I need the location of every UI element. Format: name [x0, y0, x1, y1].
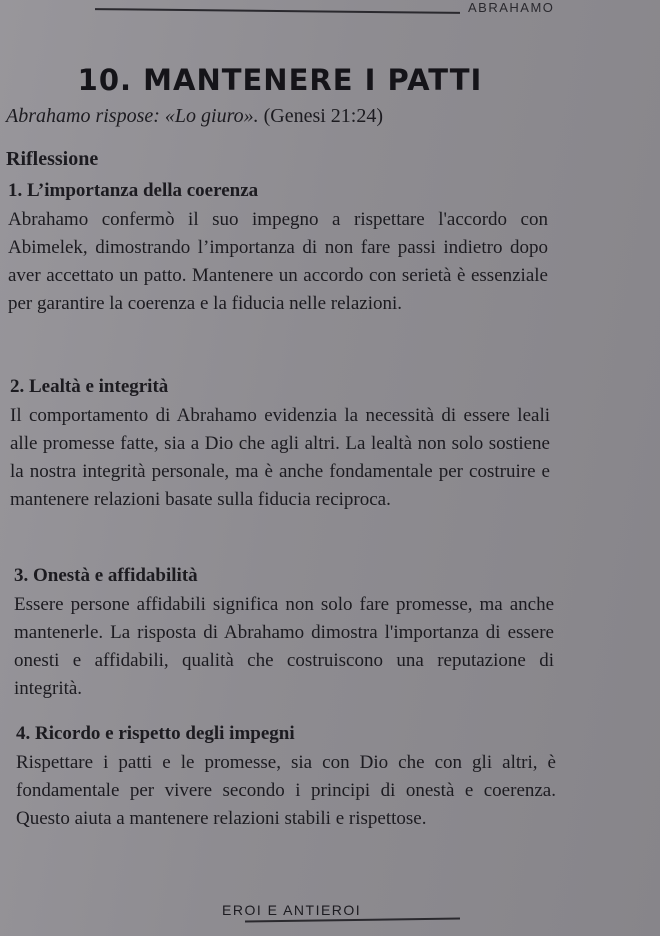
- section-heading: 3. Onestà e affidabilità: [14, 565, 198, 586]
- page-footer: EROI E ANTIEROI: [222, 902, 362, 918]
- section-body: Rispettare i patti e le promesse, sia con Dio che con gli altri, è fondamentale per vivere secondo i principi di onestà e coerenza. Questo aiuta a mantenere relazioni stabili e rispettose.: [16, 752, 556, 829]
- section-loyalty: [10, 376, 550, 514]
- section-body: Il comportamento di Abrahamo evidenzia la necessità di essere leali alle promesse fatte, sia a Dio che agli altri. La lealtà non solo sostiene la nostra integrità personale, ma è anche fondamentale per costruire e mantenere relazioni basate sulla fiducia reciproca.: [10, 405, 550, 510]
- section-body: Essere persone affidabili significa non solo fare promesse, ma anche mantenerle. La risposta di Abrahamo dimostra l'importanza di essere onesti e affidabili, qualità che costruiscono una reputazione di integrità.: [14, 594, 554, 699]
- section-coherence: [8, 180, 548, 318]
- section-heading: 1. L’importanza della coerenza: [8, 180, 259, 201]
- section-body: Abrahamo confermò il suo impegno a rispettare l'accordo con Abimelek, dimostrando l’importanza di non fare passi indietro dopo aver accettato un patto. Mantenere un accordo con serietà è essenziale per garantire la coerenza e la fiducia nelle relazioni.: [8, 209, 548, 314]
- section-heading: 2. Lealtà e integrità: [10, 376, 169, 397]
- header-rule: [95, 8, 460, 14]
- footer-rule: [245, 917, 460, 922]
- epigraph: [6, 105, 383, 128]
- section-heading: 4. Ricordo e rispetto degli impegni: [16, 723, 295, 744]
- running-head: ABRAHAMO: [468, 0, 555, 15]
- section-honesty: [14, 565, 554, 703]
- epigraph-quote: Abrahamo rispose: «Lo giuro».: [6, 105, 259, 127]
- section-commitments: [16, 723, 556, 833]
- reflection-label: Riflessione: [6, 148, 99, 170]
- epigraph-reference: (Genesi 21:24): [263, 105, 384, 127]
- chapter-title: 10. MANTENERE I PATTI: [77, 63, 483, 98]
